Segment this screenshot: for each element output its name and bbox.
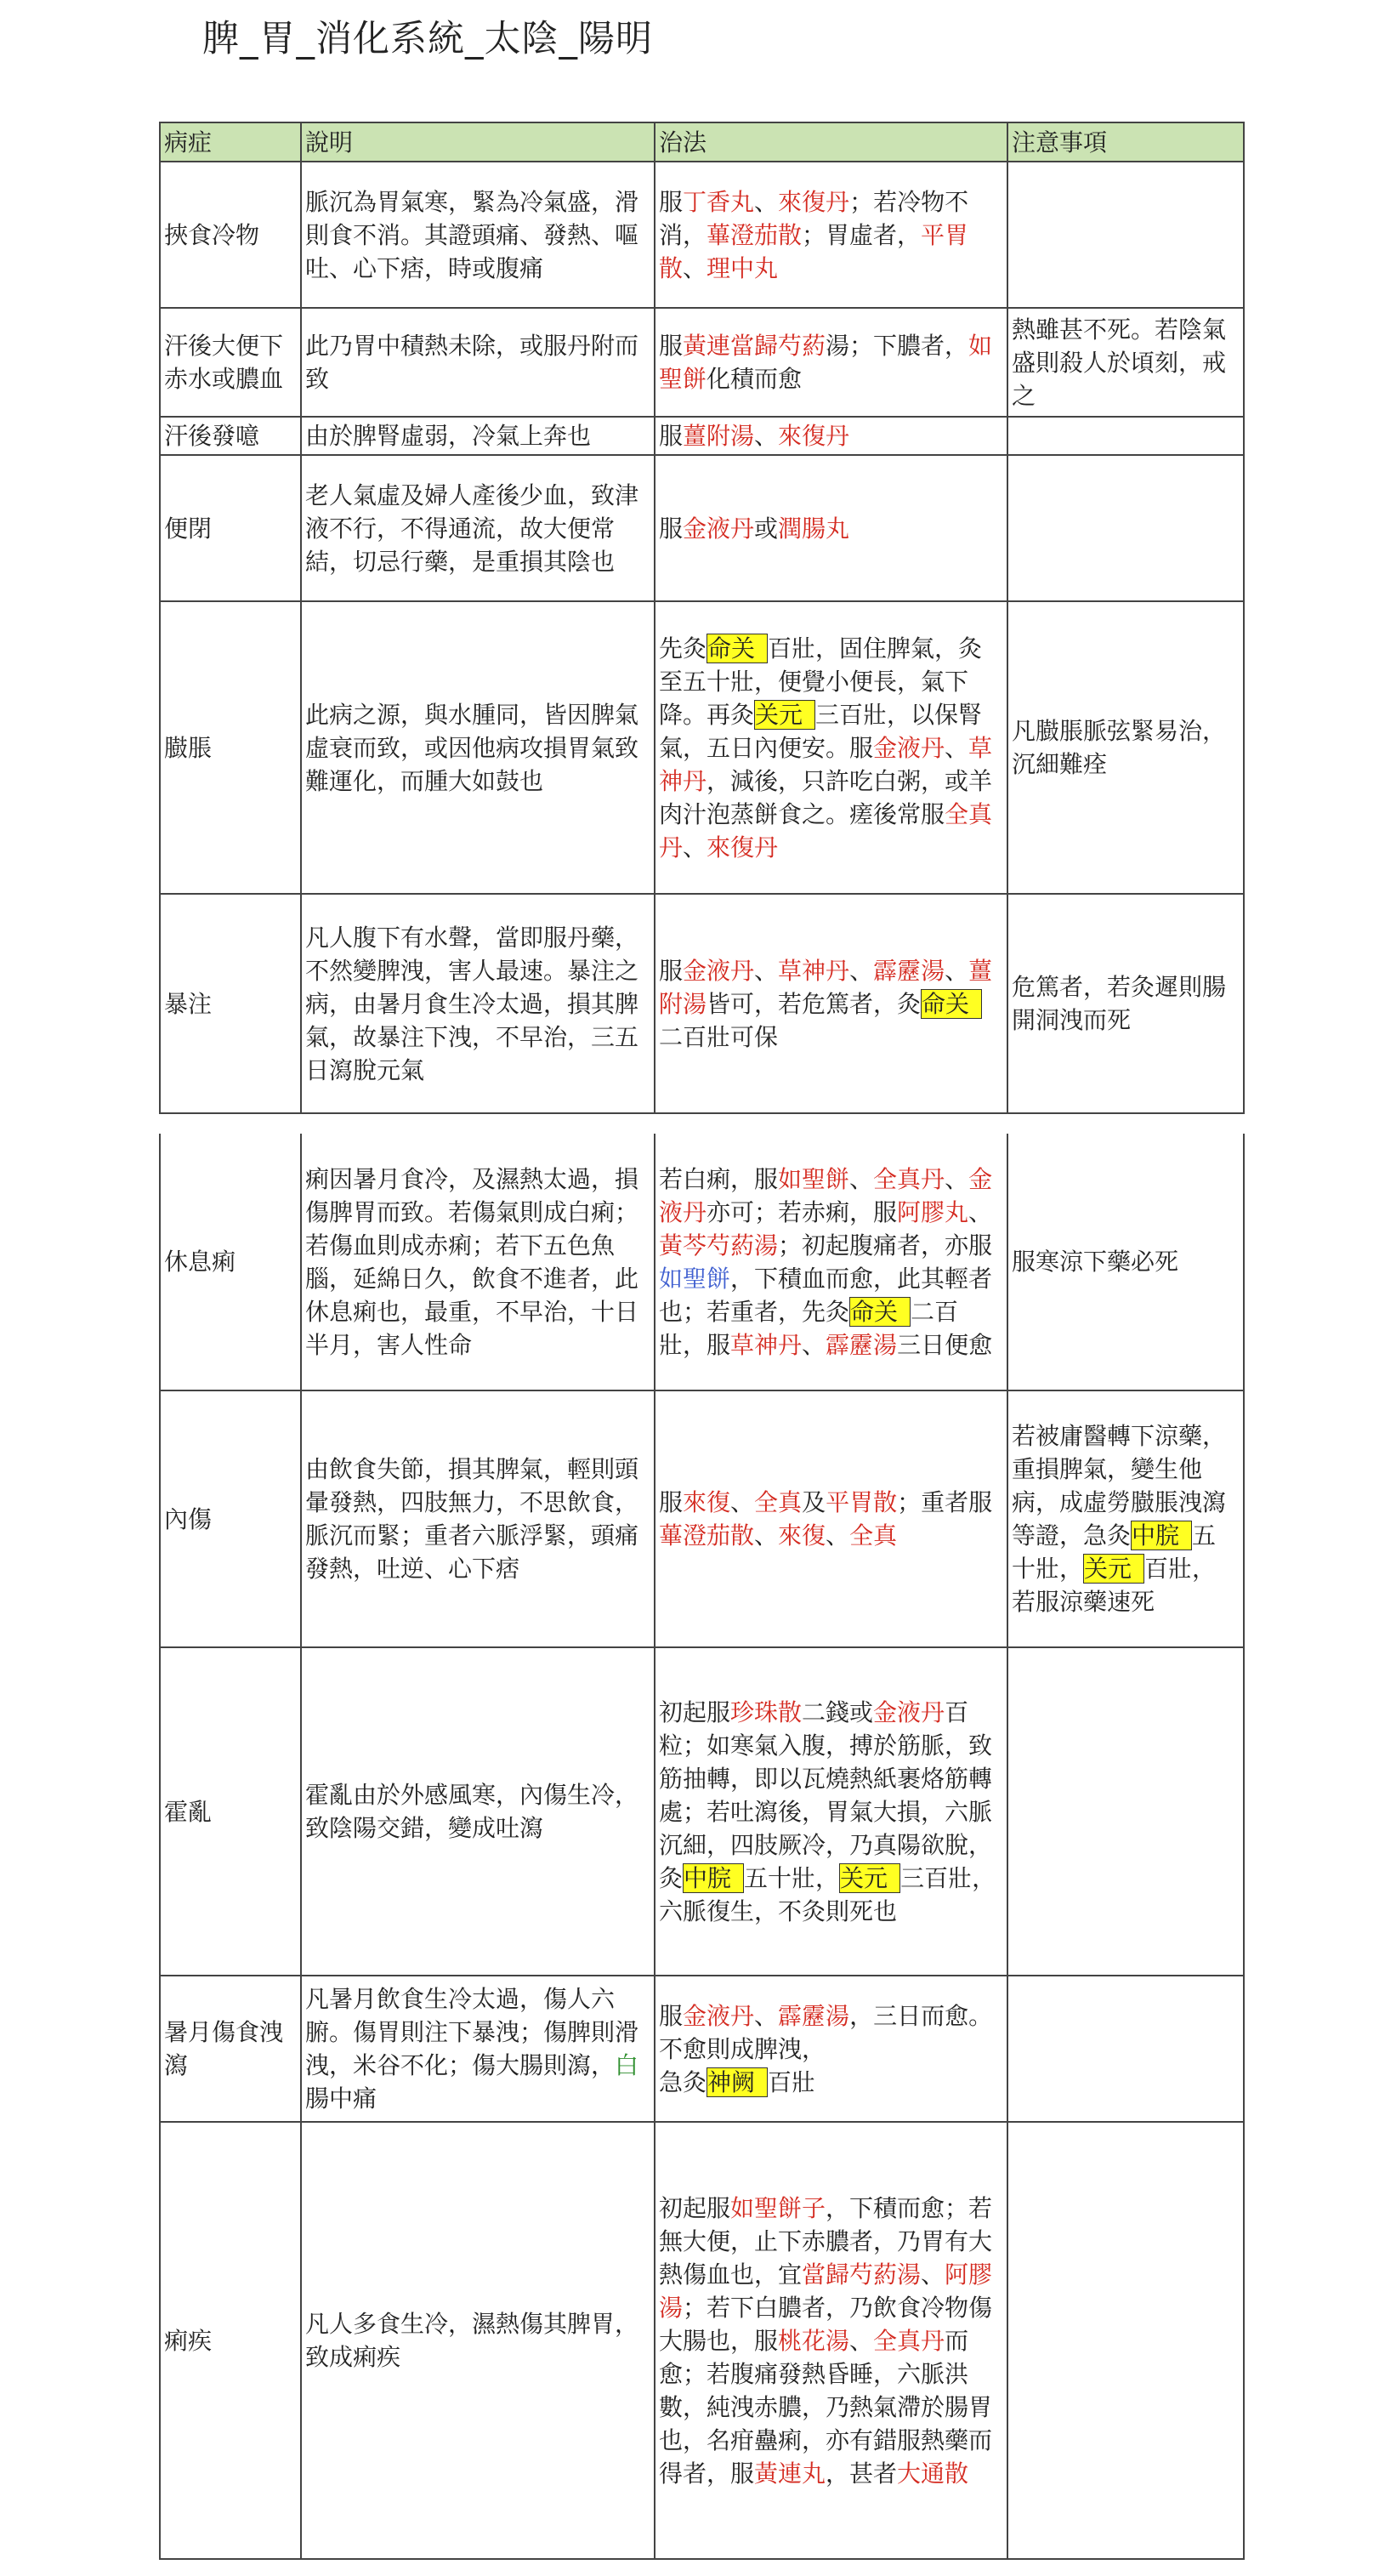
text-segment: 服 — [659, 2001, 684, 2030]
treatment-cell — [655, 1647, 1007, 1976]
description-cell: 凡人腹下有水聲，當即服丹藥，不然變脾洩，害人最速。暴注之病，由暑月食生冷太過，損其脾氣，故暴注下洩，不早治，三五日瀉脫元氣 — [301, 894, 655, 1113]
treatment-cell — [655, 1134, 1007, 1390]
description-cell: 此乃胃中積熱未除，或服丹附而致 — [301, 308, 655, 417]
acupoint-highlight: 中脘 — [1131, 1521, 1192, 1550]
remedy-name: 全真 — [849, 1521, 898, 1550]
notes-cell — [1007, 162, 1244, 308]
acupoint-highlight: 关元 — [1083, 1554, 1144, 1584]
text-segment: 三百壯，以保腎氣，五日內便安。服 — [659, 700, 983, 762]
remedy-name: 來復丹 — [778, 187, 850, 216]
text-segment: 服 — [659, 422, 684, 450]
text-segment: ，下積而愈；若無大便，止下赤膿者，乃胃有大熱傷血也，宜 — [659, 2193, 993, 2289]
acupoint-highlight: 关元 — [754, 700, 815, 730]
remedy-name: 來復 — [778, 1521, 826, 1550]
table-row — [160, 601, 1244, 894]
text-segment: 百壯，若服涼藥速死 — [1012, 1555, 1217, 1616]
remedy-name: 來復丹 — [778, 422, 850, 450]
text-segment: 、 — [849, 956, 874, 985]
remedy-name: 金液丹 — [683, 2001, 755, 2030]
text-segment: 二百壯，服 — [659, 1297, 959, 1359]
text-segment: 急灸 — [659, 2067, 707, 2096]
remedy-name: 全真丹 — [873, 1164, 945, 1193]
text-segment: 若白痢，服 — [659, 1164, 779, 1193]
description-cell: 霍亂由於外感風寒，內傷生冷，致陰陽交錯，變成吐瀉 — [301, 1647, 655, 1976]
text-segment: 服 — [659, 514, 684, 543]
description-cell: 脈沉為胃氣寒，緊為冷氣盛，滑則食不消。其證頭痛、發熱、嘔吐、心下痞，時或腹痛 — [301, 162, 655, 308]
description-cell: 由於脾腎虛弱，冷氣上奔也 — [301, 417, 655, 455]
text-segment: 服 — [659, 187, 684, 216]
text-segment: 五十壯， — [1012, 1521, 1217, 1583]
notes-cell — [1007, 417, 1244, 455]
text-segment: 、 — [945, 1164, 969, 1193]
remedy-name: 草神丹 — [730, 1330, 803, 1359]
description-cell — [301, 1976, 655, 2122]
text-segment: ；若下白膿者，乃飲食冷物傷大腸也，服 — [659, 2293, 993, 2355]
table-row — [160, 1134, 1244, 1390]
text-segment: 腸中痛 — [305, 2084, 377, 2113]
acupoint-highlight: 命关 — [921, 989, 982, 1019]
remedy-name: 白 — [615, 2051, 639, 2079]
remedy-name: 如聖餅子 — [730, 2193, 826, 2222]
description-cell: 凡人多食生冷，濕熱傷其脾胃，致成痢疾 — [301, 2122, 655, 2559]
text-segment: 化積而愈 — [707, 365, 803, 393]
text-segment: 、 — [945, 956, 969, 985]
text-segment: 、 — [683, 833, 707, 862]
remedy-name: 蓽澄茄散 — [659, 1521, 755, 1550]
acupoint-highlight: 关元 — [839, 1863, 900, 1893]
notes-cell: 凡臌脹脈弦緊易治，沉細難痊 — [1007, 601, 1244, 894]
disease-cell: 暴注 — [160, 894, 301, 1113]
treatment-cell — [655, 417, 1007, 455]
text-segment: ；若冷物不消， — [659, 187, 969, 249]
acupoint-highlight: 命关 — [707, 634, 768, 663]
text-segment: 服 — [659, 1488, 684, 1516]
remedy-name: 來復 — [683, 1488, 731, 1516]
text-segment: 、 — [945, 733, 969, 762]
table-row — [160, 1647, 1244, 1976]
remedy-name: 金液丹 — [683, 956, 755, 985]
text-segment: 而愈；若腹痛發熱昏睡，六脈洪數，純洩赤膿，乃熱氣滯於腸胃也，名疳蠱痢，亦有錯服熱藥而得者，服 — [659, 2326, 993, 2488]
text-segment: 皆可，若危篤者，灸 — [707, 989, 922, 1018]
page-title: 脾_胃_消化系統_太陰_陽明 — [202, 18, 653, 60]
text-segment: 三日便愈 — [897, 1330, 993, 1359]
text-segment: 若被庸醫轉下涼藥，重損脾氣，變生他病，成虛勞臌脹洩瀉等證，急灸 — [1012, 1422, 1227, 1550]
remedy-name: 蓽澄茄散 — [707, 220, 803, 249]
text-segment: ，減後，只許吃白粥，或羊肉汁泡蒸餅食之。瘥後常服 — [659, 766, 993, 828]
remedy-name: 理中丸 — [707, 253, 779, 282]
header-description: 說明 — [301, 122, 655, 162]
disease-cell: 汗後發噫 — [160, 417, 301, 455]
table-row — [160, 162, 1244, 308]
remedy-name: 金液丹 — [873, 733, 945, 762]
disease-cell: 汗後大便下赤水或膿血 — [160, 308, 301, 417]
remedy-table-part-2 — [159, 1134, 1245, 2560]
text-segment: ；重者服 — [897, 1488, 993, 1516]
remedy-name: 如聖餅 — [778, 1164, 850, 1193]
remedy-name: 如聖餅 — [659, 332, 993, 393]
text-segment: ，甚者 — [826, 2459, 898, 2488]
remedy-name: 草神丹 — [778, 956, 850, 985]
text-segment: 、 — [826, 1521, 850, 1550]
text-segment: 三百壯，六脈復生，不灸則死也 — [659, 1863, 996, 1925]
table-row — [160, 1390, 1244, 1647]
table-row — [160, 894, 1244, 1113]
remedy-name: 金液丹 — [659, 1164, 993, 1226]
header-disease: 病症 — [160, 122, 301, 162]
notes-cell — [1007, 455, 1244, 601]
description-cell: 老人氣虛及婦人產後少血，致津液不行，不得通流，故大便常結，切忌行藥，是重損其陰也 — [301, 455, 655, 601]
notes-cell: 服寒涼下藥必死 — [1007, 1134, 1244, 1390]
table-row — [160, 2122, 1244, 2559]
remedy-name: 黃連當歸芍葯 — [683, 332, 826, 360]
text-segment: 及 — [802, 1488, 826, 1516]
text-segment: 、 — [921, 2260, 945, 2289]
text-segment: 、 — [968, 1197, 993, 1226]
treatment-cell — [655, 1976, 1007, 2122]
text-segment: 百壯，固住脾氣，灸至五十壯，便覺小便長，氣下降。再灸 — [659, 634, 983, 729]
text-segment: 二錢或 — [802, 1697, 874, 1726]
remedy-name: 薑附湯 — [683, 422, 755, 450]
remedy-name: 全真丹 — [873, 2326, 945, 2355]
text-segment: 初起服 — [659, 2193, 731, 2222]
notes-cell: 危篤者，若灸遲則腸開洞洩而死 — [1007, 894, 1244, 1113]
disease-cell: 便閉 — [160, 455, 301, 601]
text-segment: 、 — [754, 956, 779, 985]
description-cell: 此病之源，與水腫同，皆因脾氣虛衰而致，或因他病攻損胃氣致難運化，而腫大如鼓也 — [301, 601, 655, 894]
header-treatment: 治法 — [655, 122, 1007, 162]
text-segment: 、 — [730, 1488, 755, 1516]
text-segment: 初起服 — [659, 1697, 731, 1726]
acupoint-highlight: 神阙 — [707, 2067, 768, 2097]
disease-cell: 暑月傷食洩瀉 — [160, 1976, 301, 2122]
text-segment: 、 — [754, 422, 779, 450]
notes-cell — [1007, 2122, 1244, 2559]
treatment-cell — [655, 1390, 1007, 1647]
table-row — [160, 455, 1244, 601]
text-segment: 亦可；若赤痢，服 — [707, 1197, 898, 1226]
remedy-name: 黃連丸 — [754, 2459, 826, 2488]
disease-cell: 挾食冷物 — [160, 162, 301, 308]
text-segment: ，下積血而愈，此其輕者也；若重者，先灸 — [659, 1264, 993, 1326]
text-segment: 百粒；如寒氣入腹，搏於筋脈，致筋抽轉，即以瓦燒熱紙裹烙筋轉處；若吐瀉後，胃氣大損，六脈沉細，四肢厥冷，乃真陽欲脫， — [659, 1697, 993, 1859]
text-segment: 、 — [849, 2326, 874, 2355]
notes-cell — [1007, 1647, 1244, 1976]
treatment-cell — [655, 2122, 1007, 2559]
remedy-name: 平胃散 — [659, 220, 969, 282]
remedy-name: 珍珠散 — [730, 1697, 803, 1726]
text-segment: ；初起腹痛者，亦服 — [778, 1231, 993, 1260]
text-segment: 、 — [802, 1330, 826, 1359]
notes-cell — [1007, 1390, 1244, 1647]
remedy-name: 桃花湯 — [778, 2326, 850, 2355]
remedy-table-part-1 — [159, 122, 1245, 1114]
disease-cell: 霍亂 — [160, 1647, 301, 1976]
notes-cell — [1007, 1976, 1244, 2122]
disease-cell: 內傷 — [160, 1390, 301, 1647]
description-cell: 痢因暑月食冷，及濕熱太過，損傷脾胃而致。若傷氣則成白痢；若傷血則成赤痢；若下五色魚腦，延綿日久，飲食不進者，此休息痢也，最重，不早治，十日半月，害人性命 — [301, 1134, 655, 1390]
treatment-cell — [655, 162, 1007, 308]
table-row — [160, 308, 1244, 417]
table-row — [160, 1976, 1244, 2122]
treatment-cell — [655, 601, 1007, 894]
remedy-name: 霹靂湯 — [778, 2001, 850, 2030]
treatment-cell — [655, 894, 1007, 1113]
disease-cell: 休息痢 — [160, 1134, 301, 1390]
text-segment: 先灸 — [659, 634, 707, 662]
remedy-name: 平胃散 — [826, 1488, 898, 1516]
table-header-row — [160, 122, 1244, 162]
text-segment: 、 — [849, 1164, 874, 1193]
text-segment: 、 — [683, 253, 707, 282]
remedy-name: 全真 — [754, 1488, 803, 1516]
text-segment: 、 — [754, 187, 779, 216]
text-segment: 凡暑月飲食生冷太過，傷人六腑。傷胃則注下暴洩；傷脾則滑洩，米谷不化；傷大腸則瀉， — [305, 1985, 639, 2079]
remedy-name: 霹靂湯 — [873, 956, 945, 985]
text-segment: 服 — [659, 956, 684, 985]
acupoint-highlight: 中脘 — [683, 1863, 744, 1893]
remedy-name: 阿膠湯 — [659, 2260, 993, 2322]
text-segment: 二百壯可保 — [659, 1022, 779, 1051]
text-segment: 灸 — [659, 1863, 684, 1892]
remedy-name: 金液丹 — [873, 1697, 945, 1726]
acupoint-highlight: 命关 — [849, 1297, 911, 1327]
notes-cell: 熱雖甚不死。若陰氣盛則殺人於頃刻，戒之 — [1007, 308, 1244, 417]
remedy-name: 阿膠丸 — [897, 1197, 969, 1226]
treatment-cell — [655, 455, 1007, 601]
treatment-cell — [655, 308, 1007, 417]
remedy-name: 草神丹 — [659, 733, 993, 795]
header-notes: 注意事項 — [1007, 122, 1244, 162]
text-segment: 百壯 — [768, 2067, 816, 2096]
text-segment: 湯；下膿者， — [826, 332, 969, 360]
text-segment: ；胃虛者， — [802, 220, 922, 249]
disease-cell: 痢疾 — [160, 2122, 301, 2559]
remedy-name: 潤腸丸 — [778, 514, 850, 543]
table-row — [160, 417, 1244, 455]
text-segment: ，三日而愈。不愈則成脾洩， — [659, 2001, 993, 2063]
text-segment: 或 — [754, 514, 779, 543]
disease-cell: 臌脹 — [160, 601, 301, 894]
text-segment: 五十壯， — [744, 1863, 840, 1892]
remedy-name: 薑附湯 — [659, 956, 993, 1018]
text-segment: 、 — [754, 2001, 779, 2030]
remedy-name: 霹靂湯 — [826, 1330, 898, 1359]
description-cell: 由飲食失節，損其脾氣，輕則頭暈發熱，四肢無力，不思飲食，脈沉而緊；重者六脈浮緊，頭痛發熱，吐逆、心下痞 — [301, 1390, 655, 1647]
remedy-name: 如聖餅 — [659, 1264, 731, 1293]
remedy-name: 金液丹 — [683, 514, 755, 543]
remedy-name: 來復丹 — [707, 833, 779, 862]
remedy-name: 當歸芍葯湯 — [802, 2260, 922, 2289]
remedy-name: 黃芩芍葯湯 — [659, 1231, 779, 1260]
remedy-name: 大通散 — [897, 2459, 969, 2488]
text-segment: 服 — [659, 332, 684, 360]
remedy-name: 丁香丸 — [683, 187, 755, 216]
remedy-name: 全真丹 — [659, 799, 993, 862]
text-segment: 、 — [754, 1521, 779, 1550]
